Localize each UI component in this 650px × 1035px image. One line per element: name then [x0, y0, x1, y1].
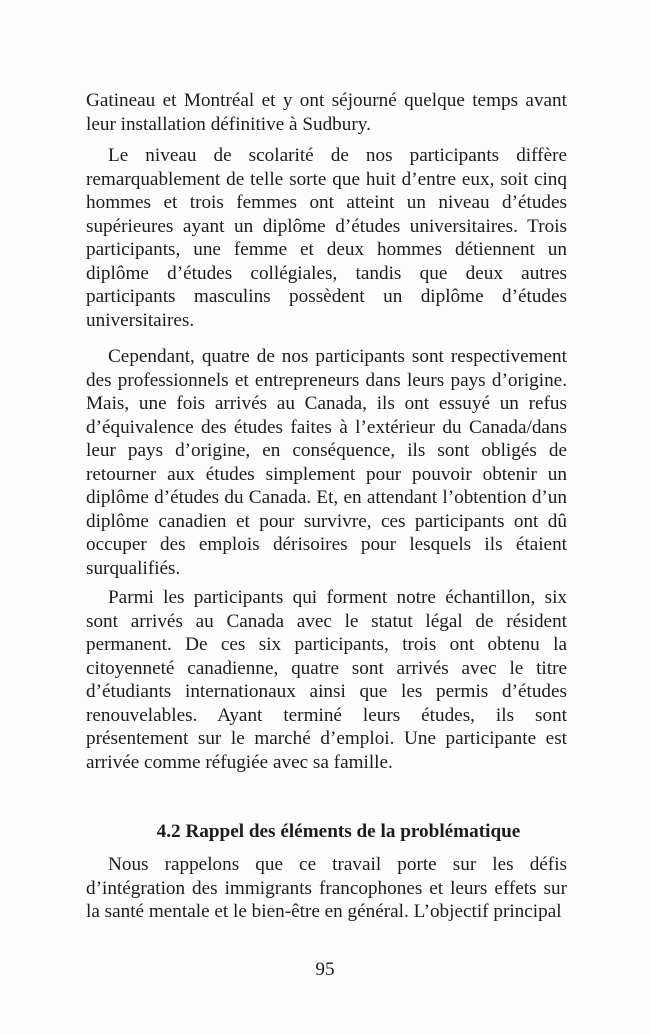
paragraph-section-intro: Nous rappelons que ce travail porte sur les défis d’intégration des immigrants francophones et leurs effets sur la santé mentale et le bien-être en général. L’objectif principal: [86, 854, 567, 922]
paragraph-continuation: Gatineau et Montréal et y ont séjourné quelque temps avant leur installation définitive à Sudbury.: [86, 90, 567, 135]
paragraph-education-level: Le niveau de scolarité de nos participants diffère remarquablement de telle sorte que huit d’entre eux, soit cinq hommes et trois femmes ont atteint un niveau d’études supérieures ayant un diplôme d’études universitaires. Trois participants, une femme et deux hommes détiennent un diplôme d’études collégiales, tandis que deux autres participants masculins possèdent un diplôme d’études universitaires.: [86, 145, 567, 331]
paragraph-professionals: Cependant, quatre de nos participants sont respectivement des professionnels et entrepreneurs dans leurs pays d’origine. Mais, une fois arrivés au Canada, ils ont essuyé un refus d’équivalence des études faites à l’extérieur du Canada/dans leur pays d’origine, en conséquence, ils sont obligés de retourner aux études simplement pour pouvoir obtenir un diplôme d’études du Canada. Et, en attendant l’obtention d’un diplôme canadien et pour survivre, ces participants ont dû occuper des emplois dérisoires pour lesquels ils étaient surqualifiés.: [86, 346, 567, 579]
page-number: 95: [315, 959, 335, 980]
section-heading: 4.2 Rappel des éléments de la problématique: [156, 821, 521, 842]
paragraph-legal-status: Parmi les participants qui forment notre échantillon, six sont arrivés au Canada avec le statut légal de résident permanent. De ces six participants, trois ont obtenu la citoyenneté canadienne, quatre sont arrivés avec le titre d’étudiants internationaux ainsi que les permis d’études renouvelables. Ayant terminé leurs études, ils sont présentement sur le marché d’emploi. Une participante est arrivée comme réfugiée avec sa famille.: [86, 587, 567, 773]
